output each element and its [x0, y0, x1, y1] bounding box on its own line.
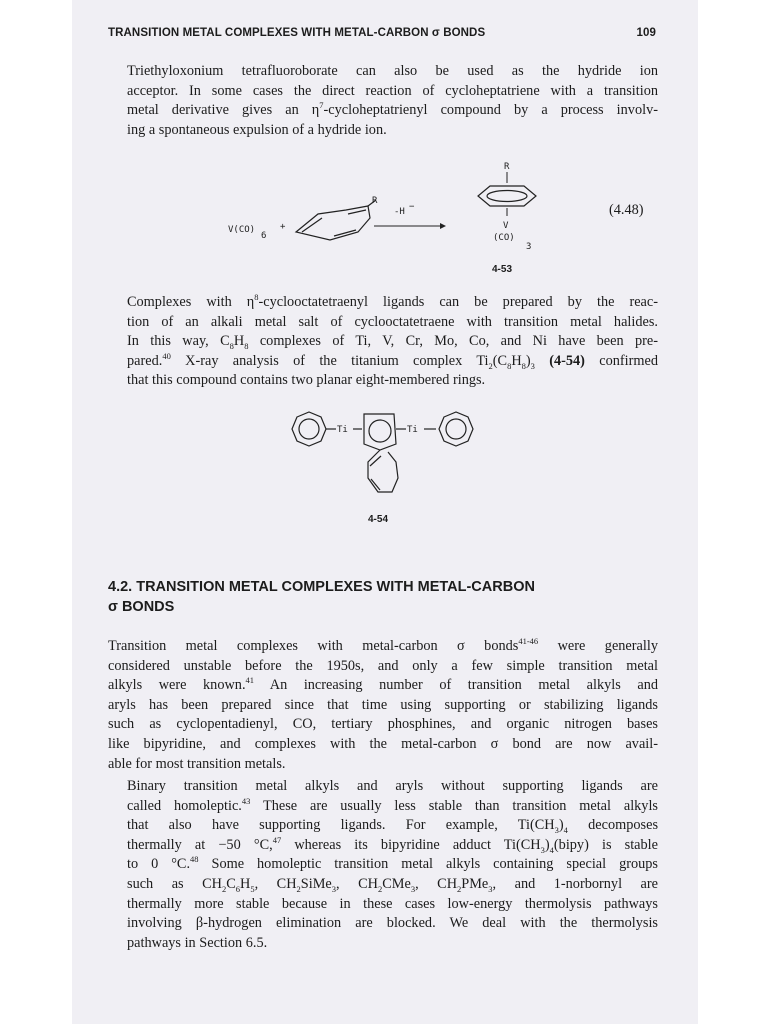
- text-line: such as cyclopentadienyl, CO, tertiary phosphines, and organic nitrogen bases: [108, 716, 658, 733]
- reagent-subscript: 6: [261, 231, 267, 241]
- left-cot-ring: [292, 412, 326, 446]
- text-line: acceptor. In some cases the direct reaction of cycloheptatriene with a transition: [127, 82, 658, 99]
- text-line: able for most transition metals.: [108, 755, 286, 772]
- text-line: pared.$^{40}$ X-ray analysis of the titanium complex $Ti_2(C_8H_8)_3$ (4-54) confirmed: [127, 351, 659, 371]
- arrow-label: -H: [394, 207, 405, 217]
- text-line: In this way, $C_8H_8$ complexes of Ti, V, Cr, Mo, Co, and Ni have been pre-: [127, 333, 658, 352]
- text-line: like bipyridine, and complexes with the metal-carbon σ bond are now avail-: [108, 735, 658, 752]
- section-heading-4-2: [108, 577, 658, 617]
- substituent-r: R: [372, 196, 378, 206]
- compound-label-4-54: 4-54: [368, 514, 389, 525]
- text-line: Binary transition metal alkyls and aryls without supporting ligands are: [127, 778, 658, 794]
- lower-cot-ring: [368, 450, 398, 492]
- arrow-label-sup: −: [409, 202, 415, 212]
- section-title-line2: σ BONDS: [108, 599, 175, 615]
- central-cot-ring: [364, 414, 396, 450]
- text-line: thermally at −50 °C,$^{47}$ whereas its bipyridine adduct $Ti(CH_3)_4(bipy)$ is stable: [127, 835, 658, 855]
- text-line: such as $CH_2C_6H_5$, $CH_2SiMe_3$, $CH_2CMe_3$, $CH_2PMe_3$, and 1-norbornyl are: [127, 875, 658, 894]
- product-ligand: (CO): [493, 233, 515, 243]
- text-line: considered unstable before the 1950s, and only a few simple transition metal: [108, 657, 658, 674]
- paragraph-homoleptic: [108, 777, 658, 953]
- titanium-left: Ti: [337, 425, 348, 435]
- text-line: involving β-hydrogen elimination are blocked. We deal with the thermolysis: [127, 915, 658, 932]
- text-line: Complexes with $\eta^8$-cyclooctatetraenyl ligands can be prepared by the reac-: [127, 292, 658, 310]
- text-line: thermally more stable because in these cases low-energy thermolysis pathways: [127, 895, 658, 912]
- text-line: called homoleptic.$^{43}$ These are usually less stable than transition metal alkyls: [127, 795, 658, 814]
- text-line: metal derivative gives an $\eta^7$-cycloheptatrienyl compound by a process involv-: [127, 100, 658, 119]
- page-number: 109: [636, 27, 656, 39]
- text-line: pathways in Section 6.5.: [127, 934, 268, 951]
- compound-label-4-53: 4-53: [492, 264, 513, 275]
- reagent-vco6: V(CO): [228, 225, 256, 235]
- text-line: that also have supporting ligands. For example, $Ti(CH_3)_4$ decomposes: [127, 817, 659, 836]
- equation-number: (4.48): [609, 202, 644, 218]
- text-line: ing a spontaneous expulsion of a hydride ion.: [127, 121, 387, 138]
- paragraph-sigma-bonds-intro: [108, 637, 658, 774]
- text-line: to 0 °C.$^{48}$ Some homoleptic transition metal alkyls containing special groups: [127, 854, 658, 873]
- plus-sign: +: [280, 222, 286, 232]
- product-substituent-r: R: [504, 162, 510, 172]
- section-title-line1: 4.2. TRANSITION METAL COMPLEXES WITH METAL-CARBON: [108, 579, 535, 595]
- text-line: aryls has been prepared since that time using supporting or stabilizing ligands: [108, 696, 658, 713]
- text-line: tion of an alkali metal salt of cyclooctatetraene with transition metal halides.: [127, 313, 658, 330]
- titanium-right: Ti: [407, 425, 418, 435]
- right-cot-ring: [439, 412, 473, 446]
- structure-4-54: [72, 0, 698, 540]
- product-ligand-sub: 3: [526, 242, 532, 252]
- text-line: Transition metal complexes with metal-carbon σ bonds$^{41-46}$ were generally: [108, 636, 658, 654]
- book-page: [72, 0, 698, 1024]
- text-line: that this compound contains two planar eight-membered rings.: [127, 372, 486, 389]
- text-line: alkyls were known.$^{41}$ An increasing number of transition metal alkyls and: [108, 675, 658, 694]
- running-title: TRANSITION METAL COMPLEXES WITH METAL-CARBON σ BONDS: [108, 27, 486, 39]
- product-metal: V: [503, 221, 509, 231]
- text-line: Triethyloxonium tetrafluoroborate can also be used as the hydride ion: [127, 63, 658, 79]
